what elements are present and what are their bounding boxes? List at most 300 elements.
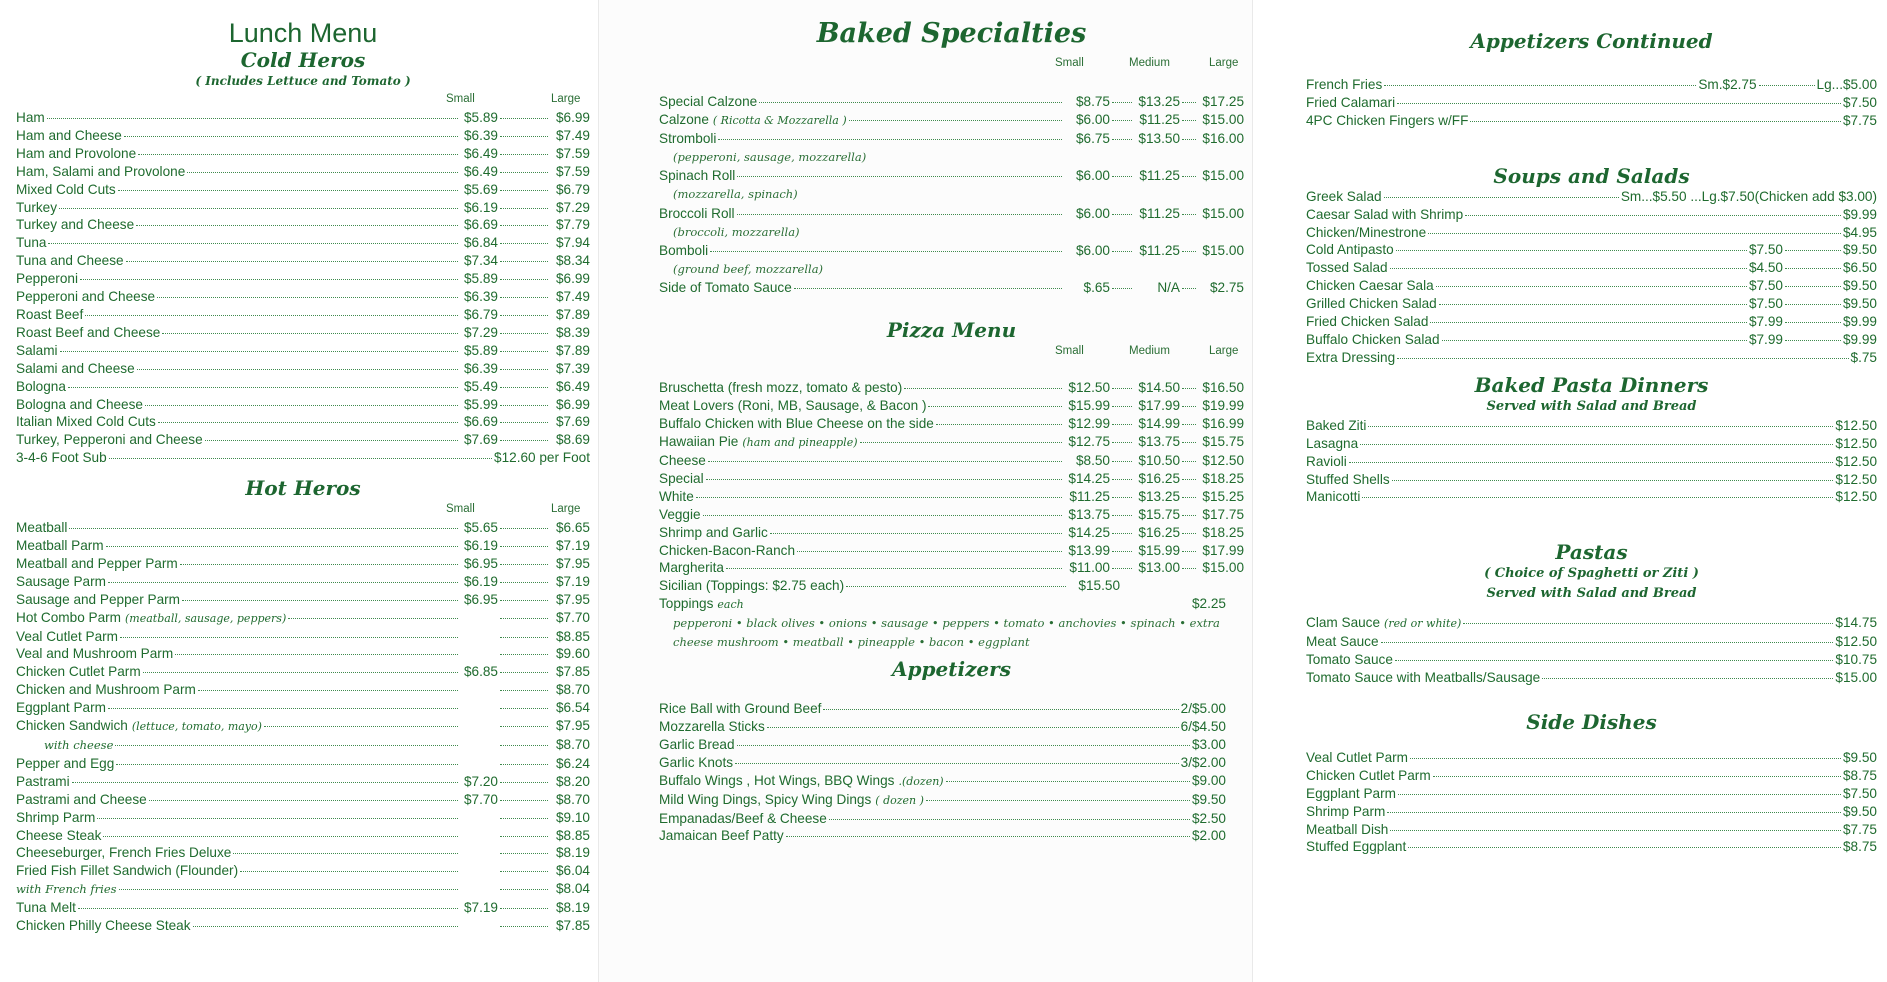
appetizers-list [659, 700, 1244, 845]
price-large: $7.69 [555, 414, 590, 430]
menu-item-row [16, 252, 590, 270]
leader-dots [500, 243, 548, 244]
item-note: ( dozen ) [875, 793, 924, 807]
leader-dots [1112, 102, 1132, 103]
menu-item-row [1306, 488, 1877, 506]
item-price: $2.25 [1191, 596, 1226, 612]
item-name: Mild Wing Dings, Spicy Wing Dings [659, 791, 872, 807]
item-name: Chicken/Minestrone [1306, 224, 1427, 240]
price-large: $8.85 [555, 628, 590, 644]
price-small: $6.95 [463, 555, 498, 571]
pizza-menu-list [659, 379, 1244, 577]
menu-item-row [659, 524, 1244, 542]
leader-dots [1182, 568, 1196, 569]
price-small: $6.39 [463, 127, 498, 143]
leader-dots [746, 604, 1190, 605]
pastas-subtitle-choice: ( Choice of Spaghetti or Ziti ) [1484, 566, 1699, 582]
price-medium: $11.25 [1139, 111, 1180, 127]
leader-dots [1182, 461, 1196, 462]
size-large-label: Large [1209, 345, 1239, 358]
price-large: $7.29 [555, 199, 590, 215]
leader-dots [500, 190, 548, 191]
item-price: $9.50 [1842, 749, 1877, 765]
leader-dots [500, 369, 548, 370]
leader-dots [500, 889, 548, 890]
menu-item-row [16, 717, 590, 736]
leader-dots [233, 853, 458, 854]
leader-dots [1182, 551, 1196, 552]
price-large: $2.75 [1209, 280, 1244, 296]
item-price: Lg...$5.00 [1816, 77, 1877, 92]
item-price: $8.75 [1842, 767, 1877, 783]
leader-dots [737, 745, 1190, 746]
item-name: Stromboli [659, 130, 717, 146]
leader-dots [59, 208, 458, 209]
menu-item-row [16, 109, 590, 127]
item-name: Fried Calamari [1306, 94, 1396, 110]
price-medium: $13.25 [1138, 488, 1180, 504]
price-small: $7.70 [463, 791, 498, 807]
leader-dots [126, 261, 458, 262]
item-note: .(dozen) [898, 774, 944, 788]
price-large: $17.25 [1202, 94, 1244, 109]
item-name: Cold Antipasto [1306, 242, 1394, 258]
menu-item-row [1306, 614, 1877, 633]
leader-dots [904, 388, 1062, 389]
item-name: Ham and Provolone [16, 145, 137, 161]
leader-dots [1442, 340, 1747, 341]
leader-dots [1368, 426, 1833, 427]
menu-item-row [1306, 295, 1877, 313]
leader-dots [1470, 121, 1841, 122]
item-price: $9.99 [1842, 314, 1877, 330]
leader-dots [1759, 85, 1815, 86]
leader-dots [1390, 830, 1841, 831]
price-large: $7.89 [555, 342, 590, 358]
price-small: $7.34 [463, 253, 498, 269]
item-name: Italian Mixed Cold Cuts [16, 414, 156, 430]
price-medium: N/A [1157, 280, 1180, 296]
item-price: Sm...$5.50 ...Lg.$7.50(Chicken add $3.00) [1620, 188, 1877, 204]
price-medium: $13.75 [1138, 434, 1180, 450]
item-name: Chicken Cutlet Parm [16, 664, 141, 680]
menu-item-row [1306, 277, 1877, 295]
menu-item-row [1306, 803, 1877, 821]
leader-dots [500, 871, 548, 872]
item-name: Spinach Roll [659, 168, 736, 184]
leader-dots [860, 442, 1063, 443]
menu-item-row [1306, 633, 1877, 651]
item-name: Garlic Knots [659, 754, 734, 770]
item-name: Eggplant Parm [16, 700, 106, 716]
item-name: Meatball and Pepper Parm [16, 555, 178, 571]
price-large: $7.95 [555, 718, 590, 734]
price-small: $6.19 [463, 538, 498, 554]
menu-item-row [659, 542, 1244, 560]
leader-dots [500, 618, 548, 619]
leader-dots [145, 405, 458, 406]
item-name: Tomato Sauce with Meatballs/Sausage [1306, 670, 1541, 686]
size-small-label: Small [446, 93, 475, 105]
menu-item-row [1306, 259, 1877, 277]
leader-dots [1112, 120, 1132, 121]
leader-dots [69, 528, 458, 529]
price-small: $7.99 [1748, 331, 1783, 347]
menu-item-row [1306, 241, 1877, 259]
item-price: $9.00 [1191, 772, 1226, 788]
price-small: $6.79 [463, 306, 498, 322]
menu-item-row [659, 754, 1226, 772]
menu-item-row [16, 181, 590, 199]
leader-dots [1182, 102, 1196, 103]
leader-dots [106, 546, 458, 547]
item-name: Pastrami [16, 773, 70, 789]
menu-item-row [16, 324, 590, 342]
leader-dots [1112, 461, 1132, 462]
item-note: (meatball, sausage, peppers) [125, 611, 287, 625]
leader-dots [1182, 515, 1196, 516]
leader-dots [1436, 286, 1747, 287]
price-large: $15.00 [1202, 111, 1244, 127]
soups-salads-list [1306, 188, 1877, 367]
item-name: Mozzarella Sticks [659, 719, 765, 735]
leader-dots [500, 118, 548, 119]
price-small: $6.19 [463, 573, 498, 589]
leader-dots [500, 351, 548, 352]
price-large: $8.69 [555, 432, 590, 448]
item-name: Cheese [659, 452, 706, 468]
item-name: Caesar Salad with Shrimp [1306, 206, 1464, 222]
hot-heros-list [16, 519, 590, 935]
menu-item-row [1306, 471, 1877, 489]
price-large: $8.04 [555, 881, 590, 897]
leader-dots [500, 154, 548, 155]
leader-dots [500, 926, 548, 927]
menu-item-row [659, 559, 1244, 577]
price-small: $5.89 [463, 342, 498, 358]
leader-dots [500, 333, 548, 334]
price-small: $7.69 [463, 432, 498, 448]
leader-dots [1349, 462, 1834, 463]
item-name: Ham, Salami and Provolone [16, 163, 186, 179]
toppings-list: pepperoni • black olives • onions • sausage • peppers • tomato • anchovies • spinach • extra cheese mushroom • meatball • pineapple • bacon • eggplant [673, 616, 1220, 650]
leader-dots [500, 387, 548, 388]
leader-dots [936, 424, 1062, 425]
leader-dots [1182, 479, 1196, 480]
price-large: $15.00 [1202, 205, 1244, 221]
menu-item-row [16, 899, 590, 917]
item-name: Rice Ball with Ground Beef [659, 701, 822, 717]
item-name: French Fries [1306, 77, 1383, 92]
leader-dots [193, 926, 458, 927]
price-large: $8.70 [555, 737, 590, 752]
appetizers-continued-title: Appetizers Continued [1470, 29, 1713, 53]
price-small: $5.89 [463, 110, 498, 125]
price-large: $18.25 [1202, 470, 1244, 486]
leader-dots [710, 251, 1062, 252]
leader-dots [1387, 812, 1841, 813]
menu-item-row [16, 431, 590, 449]
item-name: 4PC Chicken Fingers w/FF [1306, 112, 1469, 128]
item-price: $2.00 [1191, 828, 1226, 844]
leader-dots [115, 745, 458, 746]
price-small: $6.84 [463, 235, 498, 251]
menu-item-row [16, 537, 590, 555]
menu-item-row [16, 216, 590, 234]
item-price: 3/$2.00 [1180, 754, 1226, 770]
price-small: $6.39 [463, 289, 498, 305]
leader-dots [1465, 215, 1841, 216]
leader-dots [500, 818, 548, 819]
sicilian-row [659, 577, 1244, 595]
price-large: $19.99 [1202, 398, 1244, 414]
leader-dots [500, 853, 548, 854]
item-name: Ham [16, 110, 45, 125]
leader-dots [500, 745, 548, 746]
leader-dots [157, 297, 458, 298]
price-large: $15.00 [1202, 560, 1244, 576]
item-name: Turkey [16, 199, 58, 215]
leader-dots [500, 582, 548, 583]
price-medium: $14.99 [1138, 416, 1180, 432]
item-name: Lasagna [1306, 435, 1359, 451]
leader-dots [823, 709, 1178, 710]
menu-item-row [16, 163, 590, 181]
price-small: $6.69 [463, 414, 498, 430]
price-large: $8.70 [555, 682, 590, 698]
price-small: $5.89 [463, 271, 498, 287]
menu-item-row [659, 827, 1226, 845]
price-large: $16.00 [1202, 130, 1244, 146]
item-name: Bologna and Cheese [16, 396, 143, 412]
leader-dots [1112, 251, 1132, 252]
price-large: $8.34 [555, 253, 590, 269]
leader-dots [703, 515, 1062, 516]
leader-dots [240, 871, 458, 872]
price-large: $9.60 [555, 646, 590, 662]
leader-dots [500, 261, 548, 262]
pastas-subtitle-served: Served with Salad and Bread [1486, 586, 1697, 602]
leader-dots [1112, 479, 1132, 480]
price-small: $.65 [1083, 280, 1110, 296]
item-name: Bruschetta (fresh mozz, tomato & pesto) [659, 380, 903, 396]
item-name: Broccoli Roll [659, 205, 735, 221]
item-price: $8.75 [1842, 839, 1877, 855]
menu-item-row [16, 270, 590, 288]
leader-dots [149, 800, 458, 801]
item-name: Meatball [16, 520, 68, 536]
price-large: $6.24 [555, 755, 590, 771]
item-name: Shrimp Parm [16, 809, 96, 825]
continued-panel [1254, 0, 1887, 982]
price-large: $6.99 [555, 271, 590, 287]
leader-dots [1785, 286, 1841, 287]
leader-dots [1785, 250, 1841, 251]
leader-dots [60, 351, 458, 352]
leader-dots [205, 440, 458, 441]
price-medium: $11.25 [1139, 168, 1180, 184]
leader-dots [85, 315, 458, 316]
lunch-menu-title: Lunch Menu [228, 18, 378, 48]
price-large: $7.85 [555, 918, 590, 934]
item-name: Buffalo Chicken Salad [1306, 331, 1440, 347]
menu-item-row [16, 862, 590, 880]
menu-item-row [659, 470, 1244, 488]
leader-dots [1390, 268, 1747, 269]
price-small: $6.85 [463, 664, 498, 680]
menu-item-row [659, 242, 1244, 260]
menu-item-row [16, 360, 590, 378]
item-price: $12.50 [1835, 435, 1877, 451]
menu-item-row [1306, 313, 1877, 331]
size-small-label: Small [446, 503, 475, 516]
item-name: Tuna Melt [16, 900, 76, 916]
price-small: $6.69 [463, 217, 498, 233]
item-price: $12.50 [1835, 489, 1877, 505]
leader-dots [1182, 120, 1196, 121]
item-price: $7.75 [1842, 112, 1877, 128]
item-name: Chicken and Mushroom Parm [16, 682, 196, 698]
menu-item-row [659, 718, 1226, 736]
item-name: Salami and Cheese [16, 360, 135, 376]
item-name: Pastrami and Cheese [16, 791, 147, 807]
leader-dots [1182, 251, 1196, 252]
item-description: (broccoli, mozzarella) [673, 224, 800, 239]
menu-item-row [659, 279, 1244, 297]
menu-item-row [16, 699, 590, 717]
menu-item-row [659, 488, 1244, 506]
price-medium: $14.50 [1138, 380, 1180, 396]
leader-dots [109, 458, 492, 459]
price-small: $13.99 [1068, 542, 1110, 558]
price-small: $13.75 [1068, 506, 1110, 522]
hot-heros-size-header [16, 501, 590, 519]
item-price: $.75 [1850, 349, 1877, 365]
menu-item-row [16, 773, 590, 791]
price-large: $17.75 [1202, 506, 1244, 522]
price-small: $14.25 [1068, 524, 1110, 540]
item-name: Margherita [659, 560, 724, 576]
menu-item-row [1306, 749, 1877, 767]
item-name: Meat Sauce [1306, 634, 1379, 650]
item-description: (ground beef, mozzarella) [673, 261, 824, 276]
leader-dots [187, 172, 458, 173]
price-large: $7.94 [555, 235, 590, 251]
price-small: $8.75 [1075, 94, 1110, 109]
leader-dots [500, 708, 548, 709]
leader-dots [68, 387, 458, 388]
item-price: $9.50 [1191, 791, 1226, 807]
menu-item-row [16, 917, 590, 935]
price-large: $7.59 [555, 145, 590, 161]
item-name: Stuffed Shells [1306, 471, 1390, 487]
leader-dots [108, 582, 458, 583]
item-name: Empanadas/Beef & Cheese [659, 810, 827, 826]
price-medium: $16.25 [1138, 470, 1180, 486]
price-large: $7.89 [555, 306, 590, 322]
item-name: Pepperoni and Cheese [16, 289, 156, 305]
price-medium: $16.25 [1138, 524, 1180, 540]
menu-item-row [16, 844, 590, 862]
leader-dots [500, 405, 548, 406]
leader-dots [794, 288, 1062, 289]
price-large: $15.75 [1202, 434, 1244, 450]
price-large: $8.19 [555, 845, 590, 861]
leader-dots [1785, 304, 1841, 305]
appetizers-continued-list [1306, 76, 1877, 130]
price-small: $12.99 [1068, 416, 1110, 432]
price-large: $7.49 [555, 289, 590, 305]
size-medium-label: Medium [1129, 345, 1170, 358]
price-small: Sm.$2.75 [1698, 77, 1757, 92]
leader-dots [500, 208, 548, 209]
leader-dots [97, 818, 458, 819]
leader-dots [696, 497, 1062, 498]
hot-heros-title: Hot Heros [245, 476, 361, 501]
item-name: Garlic Bread [659, 736, 735, 752]
menu-item-row [659, 506, 1244, 524]
item-name: Special [659, 470, 704, 486]
item-name: Grilled Chicken Salad [1306, 296, 1437, 312]
item-name: Chicken Philly Cheese Steak [16, 918, 191, 934]
menu-item-row [1306, 838, 1877, 856]
leader-dots [708, 461, 1062, 462]
menu-item-row [16, 663, 590, 681]
price-large: $18.25 [1202, 524, 1244, 540]
price-large: $8.85 [555, 827, 590, 843]
price-large: $17.99 [1202, 542, 1244, 558]
specialties-panel [598, 0, 1253, 982]
menu-item-row [1306, 821, 1877, 839]
item-description: (pepperoni, sausage, mozzarella) [673, 149, 867, 164]
menu-item-row [16, 413, 590, 431]
item-name: Veggie [659, 506, 701, 522]
item-price: $9.50 [1842, 242, 1877, 258]
item-name: Greek Salad [1306, 188, 1382, 204]
price-large: $7.95 [555, 591, 590, 607]
price-large: $12.50 [1202, 452, 1244, 468]
leader-dots [718, 139, 1062, 140]
menu-item-row [1306, 331, 1877, 349]
leader-dots [926, 800, 1190, 801]
leader-dots [846, 586, 1066, 587]
leader-dots [786, 836, 1190, 837]
leader-dots [1112, 388, 1132, 389]
menu-item-row [659, 130, 1244, 148]
item-note: (ham and pineapple) [742, 436, 858, 450]
item-name: Pepper and Egg [16, 755, 115, 771]
item-name: with cheese [44, 738, 114, 752]
item-price: $3.00 [1191, 736, 1226, 752]
leader-dots [118, 190, 458, 191]
price-large: $7.59 [555, 163, 590, 179]
price-small: $15.99 [1068, 398, 1110, 414]
menu-item-row [16, 645, 590, 663]
leader-dots [47, 118, 458, 119]
leader-dots [1395, 660, 1834, 661]
price-small: $8.50 [1075, 452, 1110, 468]
leader-dots [1112, 442, 1132, 443]
leader-dots [1397, 358, 1848, 359]
menu-item-row [16, 396, 590, 414]
item-name: Jamaican Beef Patty [659, 828, 784, 844]
item-name: Shrimp Parm [1306, 803, 1386, 819]
leader-dots [1381, 642, 1834, 643]
size-large-label: Large [551, 93, 581, 105]
menu-item-row [16, 609, 590, 628]
price-large: $6.99 [555, 110, 590, 125]
menu-item-row [659, 772, 1226, 791]
